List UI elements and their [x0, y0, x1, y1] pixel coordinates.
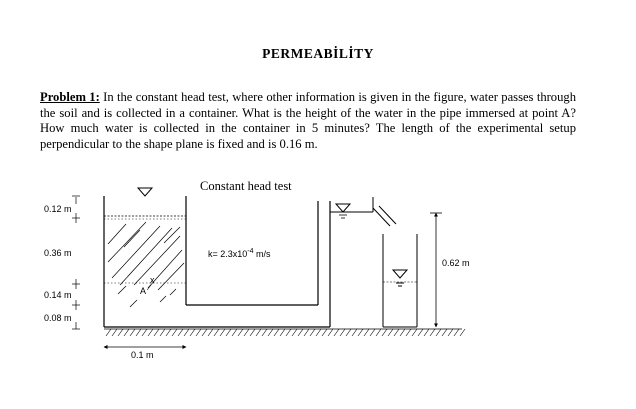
ground-hatch-tick — [328, 329, 333, 336]
ground-hatch-tick — [142, 329, 147, 336]
ground-hatch-tick — [370, 329, 375, 336]
ground-hatch-tick — [388, 329, 393, 336]
ground-hatch-tick — [394, 329, 399, 336]
ground-hatch-tick — [220, 329, 225, 336]
ground-hatch-tick — [124, 329, 129, 336]
ground-hatch-tick — [256, 329, 261, 336]
ground-hatch-tick — [442, 329, 447, 336]
ground-hatch-tick — [268, 329, 273, 336]
water-level-marker-left — [138, 188, 152, 196]
ground-hatch-tick — [412, 329, 417, 336]
ground-hatch-tick — [232, 329, 237, 336]
ground-hatch-tick — [298, 329, 303, 336]
dim-01-label: 0.1 m — [131, 350, 154, 360]
ground-hatch-tick — [280, 329, 285, 336]
ground-hatch-tick — [208, 329, 213, 336]
left-tank — [104, 196, 186, 327]
ground-hatch-tick — [166, 329, 171, 336]
ground-hatch-tick — [196, 329, 201, 336]
ground-hatch-tick — [376, 329, 381, 336]
ground-hatch-tick — [364, 329, 369, 336]
ground-hatch-tick — [190, 329, 195, 336]
connecting-channel — [104, 201, 330, 327]
ground-hatch-tick — [130, 329, 135, 336]
ground-hatch-tick — [304, 329, 309, 336]
ground-hatch-tick — [358, 329, 363, 336]
ground-hatch-tick — [292, 329, 297, 336]
dim-014-label: 0.14 m — [44, 290, 72, 300]
ground-hatch-tick — [334, 329, 339, 336]
ground-hatch-tick — [286, 329, 291, 336]
left-dimension-chain — [72, 196, 80, 329]
dim-062-line — [430, 213, 442, 327]
figure-caption: Constant head test — [200, 179, 292, 193]
dim-036-label: 0.36 m — [44, 248, 72, 258]
ground-hatch-tick — [352, 329, 357, 336]
ground-hatch-tick — [274, 329, 279, 336]
ground-hatch-tick — [160, 329, 165, 336]
ground-hatch — [104, 329, 465, 336]
point-a-label: A — [140, 286, 147, 296]
ground-hatch-tick — [244, 329, 249, 336]
ground-hatch-tick — [178, 329, 183, 336]
ground-hatch-tick — [316, 329, 321, 336]
ground-hatch-tick — [118, 329, 123, 336]
ground-hatch-tick — [112, 329, 117, 336]
problem-text: In the constant head test, where other information is given in the figure, water passes through the soil and is collected in a container. What is the height of the water in the pipe immersed at point A? How much water is collected in the container in 5 minutes? The length of the experimental setup perpendicular to the shape plane is fixed and is 0.16 m. — [40, 90, 576, 151]
dim-012-label: 0.12 m — [44, 204, 72, 214]
ground-hatch-tick — [382, 329, 387, 336]
soil-lower-hatch — [118, 286, 176, 307]
ground-hatch-tick — [406, 329, 411, 336]
ground-hatch-tick — [214, 329, 219, 336]
ground-hatch-tick — [400, 329, 405, 336]
ground-hatch-tick — [202, 329, 207, 336]
ground-hatch-tick — [322, 329, 327, 336]
ground-hatch-tick — [418, 329, 423, 336]
ground-hatch-tick — [250, 329, 255, 336]
dim-062-label: 0.62 m — [442, 258, 470, 268]
ground-hatch-tick — [454, 329, 459, 336]
dim-008-label: 0.08 m — [44, 313, 72, 323]
page-title: PERMEABİLİTY — [262, 46, 374, 61]
ground-hatch-tick — [136, 329, 141, 336]
ground-hatch-tick — [340, 329, 345, 336]
ground-hatch-tick — [106, 329, 111, 336]
ground-hatch-tick — [184, 329, 189, 336]
x-label: x — [150, 275, 155, 285]
water-level-marker-right — [336, 204, 350, 212]
ground-hatch-tick — [424, 329, 429, 336]
ground-hatch-tick — [310, 329, 315, 336]
ground-hatch-tick — [436, 329, 441, 336]
collection-container — [383, 234, 417, 327]
ground-hatch-tick — [346, 329, 351, 336]
ground-hatch-tick — [172, 329, 177, 336]
ground-hatch-tick — [148, 329, 153, 336]
ground-hatch-tick — [430, 329, 435, 336]
ground-hatch-tick — [448, 329, 453, 336]
problem-label: Problem 1: — [40, 90, 100, 104]
soil-hatch — [108, 222, 184, 290]
permeability-value: $k= 2.3x10^{-4}$ m/s — [208, 248, 271, 259]
ground-hatch-tick — [262, 329, 267, 336]
ground-hatch-tick — [154, 329, 159, 336]
outlet-pipe — [330, 197, 396, 226]
ground-hatch-tick — [226, 329, 231, 336]
ground-hatch-tick — [460, 329, 465, 336]
ground-hatch-tick — [238, 329, 243, 336]
